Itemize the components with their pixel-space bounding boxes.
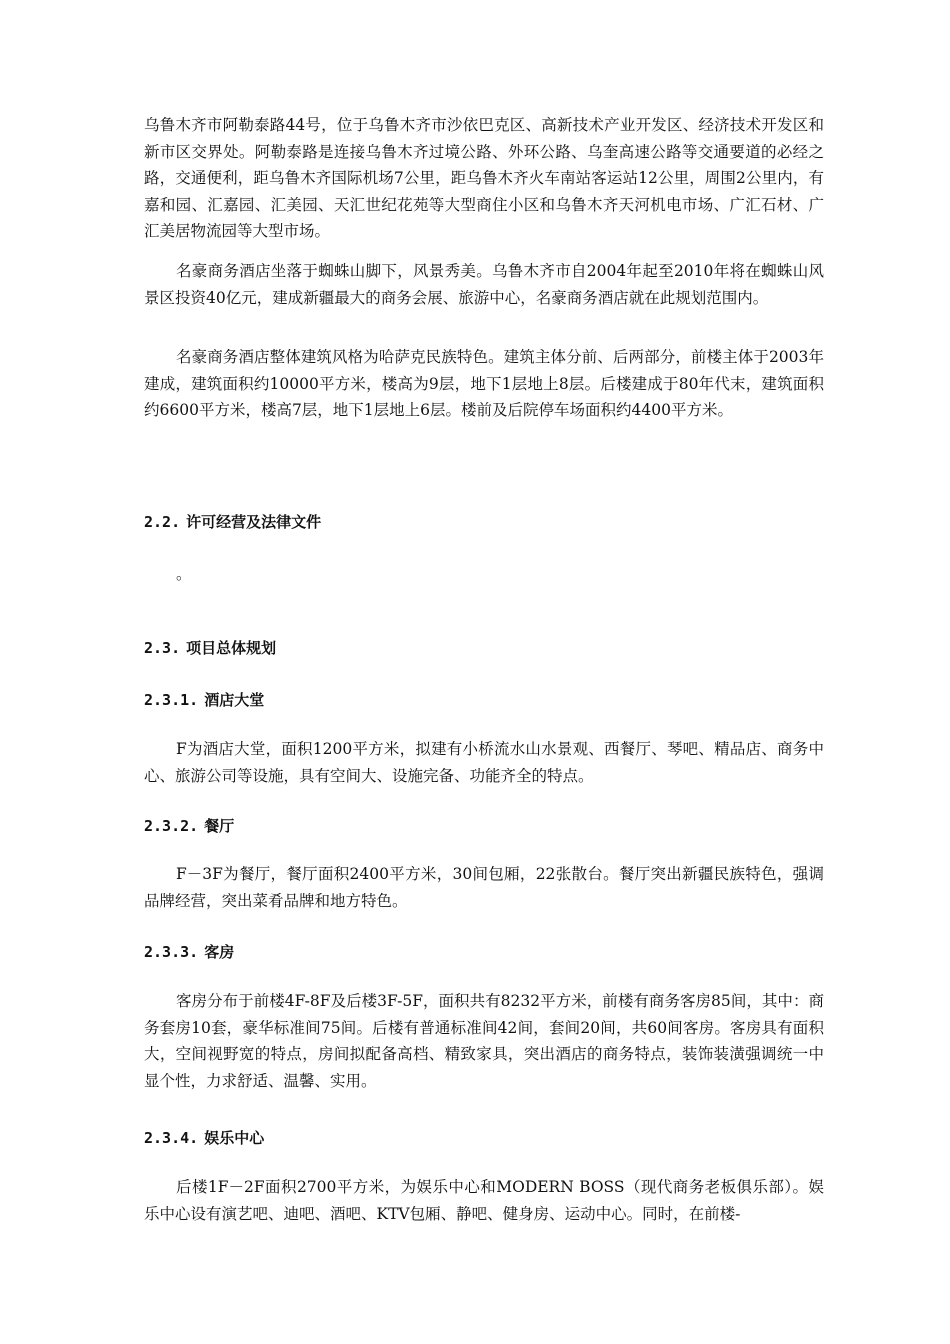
section-heading-2-3-3 xyxy=(144,942,234,962)
section-number: 2.3.3. xyxy=(144,943,199,961)
restaurant-paragraph: F－3F为餐厅，餐厅面积2400平方米，30间包厢，22张散台。餐厅突出新疆民族特色，强调品牌经营，突出菜肴品牌和地方特色。 xyxy=(144,865,824,910)
section-number: 2.2. xyxy=(144,513,181,531)
section-heading-2-3-1 xyxy=(144,690,264,710)
guest-rooms-paragraph: 客房分布于前楼4F-8F及后楼3F-5F，面积共有8232平方米，前楼有商务客房85间，其中：商务套房10套，豪华标准间75间。后楼有普通标准间42间，套间20间，共60间客房。客房具有面积大，空间视野宽的特点，房间拟配备高档、精致家具，突出酒店的商务特点，装饰装潢强调统一中显个性，力求舒适、温馨、实用。 xyxy=(144,992,824,1090)
section-heading-2-3-2 xyxy=(144,816,234,836)
section-title: 许可经营及法律文件 xyxy=(186,513,322,531)
section-heading-2-3-4 xyxy=(144,1128,264,1148)
section-number: 2.3.4. xyxy=(144,1129,199,1147)
intro-paragraph-location: 乌鲁木齐市阿勒泰路44号，位于乌鲁木齐市沙依巴克区、高新技术产业开发区、经济技术开发区和新市区交界处。阿勒泰路是连接乌鲁木齐过境公路、外环公路、乌奎高速公路等交通要道的必经之路，交通便利，距乌鲁木齐国际机场7公里，距乌鲁木齐火车南站客运站12公里，周围2公里内，有嘉和园、汇嘉园、汇美园、天汇世纪花苑等大型商住小区和乌鲁木齐天河机电市场、广汇石材、广汇美居物流园等大型市场。 xyxy=(144,116,824,240)
section-number: 2.3.2. xyxy=(144,817,199,835)
section-title: 客房 xyxy=(204,943,235,961)
section-heading-2-2 xyxy=(144,512,321,532)
section-number: 2.3.1. xyxy=(144,691,199,709)
section-heading-2-3 xyxy=(144,638,276,658)
section-2-2-body: 。 xyxy=(176,565,192,583)
section-title: 娱乐中心 xyxy=(204,1129,265,1147)
section-number: 2.3. xyxy=(144,639,181,657)
entertainment-paragraph: 后楼1F－2F面积2700平方米，为娱乐中心和MODERN BOSS（现代商务老板俱乐部）。娱乐中心设有演艺吧、迪吧、酒吧、KTV包厢、静吧、健身房、运动中心。同时，在前楼- xyxy=(144,1178,824,1223)
intro-paragraph-architecture: 名豪商务酒店整体建筑风格为哈萨克民族特色。建筑主体分前、后两部分，前楼主体于2003年建成，建筑面积约10000平方米，楼高为9层，地下1层地上8层。后楼建成于80年代末，建筑面积约6600平方米，楼高7层，地下1层地上6层。楼前及后院停车场面积约4400平方米。 xyxy=(144,348,824,419)
intro-paragraph-scenery: 名豪商务酒店坐落于蜘蛛山脚下，风景秀美。乌鲁木齐市自2004年起至2010年将在蜘蛛山风景区投资40亿元，建成新疆最大的商务会展、旅游中心，名豪商务酒店就在此规划范围内。 xyxy=(144,262,824,307)
lobby-paragraph: F为酒店大堂，面积1200平方米，拟建有小桥流水山水景观、西餐厅、琴吧、精品店、商务中心、旅游公司等设施，具有空间大、设施完备、功能齐全的特点。 xyxy=(144,740,824,785)
section-title: 项目总体规划 xyxy=(186,639,277,657)
section-title: 餐厅 xyxy=(204,817,235,835)
section-title: 酒店大堂 xyxy=(204,691,265,709)
